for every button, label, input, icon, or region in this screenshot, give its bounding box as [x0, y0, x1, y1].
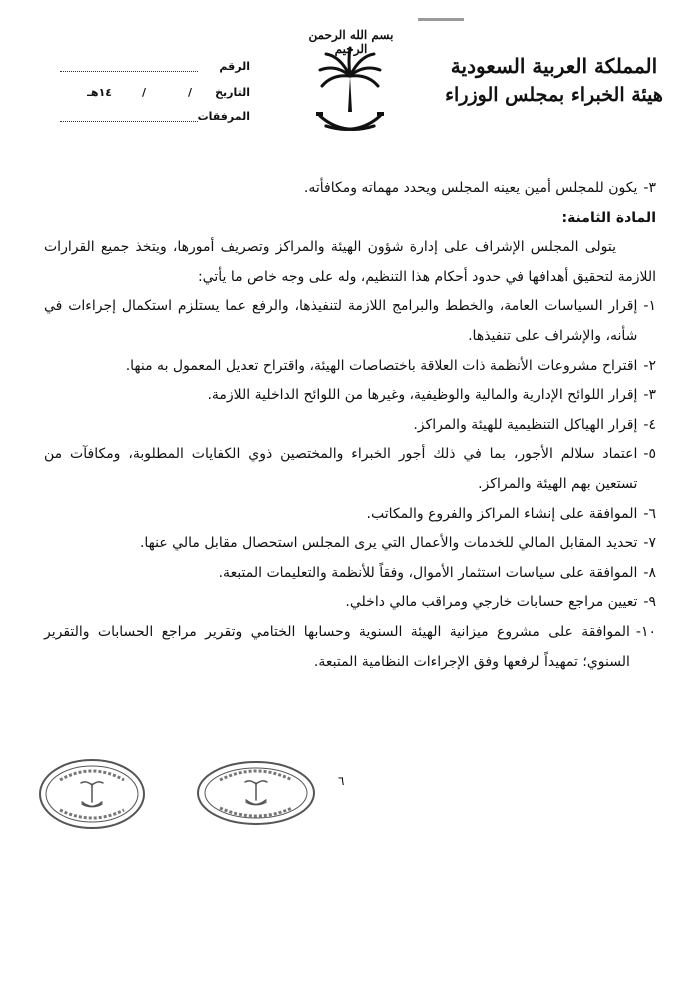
date-label: التاريخ: [215, 86, 250, 99]
list-item: [44, 352, 656, 382]
scan-mark: [418, 18, 464, 21]
item-text: الموافقة على مشروع ميزانية الهيئة السنوية وحسابها الختامي وتقرير مراجع الحسابات والتقرير السنوي؛ تمهيداً لرفعها وفق الإجراءات النظامية المتبعة.: [44, 623, 630, 670]
reference-dotted-line: [60, 71, 198, 72]
list-item: [44, 500, 656, 530]
list-item: [44, 588, 656, 618]
list-item: [44, 292, 656, 351]
item-number: ٢-: [643, 357, 656, 374]
article-intro: يتولى المجلس الإشراف على إدارة شؤون الهيئة والمراكز وتصريف أمورها، ويتخذ جميع القرارات اللازمة لتحقيق أهدافها في حدود أحكام هذا التنظيم، وله على وجه خاص ما يأتي:: [44, 239, 656, 285]
attachments-dotted-line: [60, 121, 198, 122]
item-text: تعيين مراجع حسابات خارجي ومراقب مالي داخلي.: [345, 594, 638, 611]
list-item: [44, 381, 656, 411]
item-text: اعتماد سلالم الأجور، بما في ذلك أجور الخبراء والمختصين ذوي الكفايات المطلوبة، ومكافآت من تستعين بهم الهيئة والمراكز.: [44, 446, 638, 492]
authority-title: هيئة الخبراء بمجلس الوزراء: [445, 84, 663, 106]
kingdom-title: المملكة العربية السعودية: [450, 54, 658, 78]
item-text: الموافقة على إنشاء المراكز والفروع والمكاتب.: [366, 505, 638, 522]
item-number: ٧-: [643, 535, 656, 552]
document-body: [44, 174, 656, 677]
list-item: [44, 529, 656, 559]
page-number: ٦: [338, 774, 345, 788]
item-number: ٩-: [643, 594, 656, 611]
clause-number: ٣-: [643, 180, 656, 196]
item-number: ٦-: [643, 505, 656, 522]
clause-text: يكون للمجلس أمين يعينه المجلس ويحدد مهماته ومكافأته.: [303, 180, 638, 196]
list-item: [44, 440, 656, 499]
saudi-emblem-icon: [312, 46, 388, 142]
item-text: الموافقة على سياسات استثمار الأموال، وفقاً للأنظمة والتعليمات المتبعة.: [218, 564, 638, 581]
list-item: [44, 411, 656, 441]
experts-commission-seal-icon: [196, 760, 316, 826]
item-number: ١-: [643, 298, 656, 315]
item-number: ٨-: [643, 564, 656, 581]
reference-number-field: [60, 60, 250, 78]
item-text: إقرار السياسات العامة، والخطط والبرامج اللازمة لتنفيذها، والرفع عما يستلزم استكمال إجراءات في شأنه، والإشراف على تنفيذها.: [44, 298, 638, 344]
basmala: بسم الله الرحمن الرحيم: [308, 28, 394, 56]
article-heading: المادة الثامنة:: [561, 209, 656, 226]
item-number: ٣-: [643, 387, 656, 404]
attachments-field: [60, 110, 250, 128]
item-number: ٥-: [643, 446, 656, 463]
date-field: [60, 86, 250, 104]
list-item: [44, 618, 656, 677]
item-text: إقرار اللوائح الإدارية والمالية والوظيفية، وغيرها من اللوائح الداخلية اللازمة.: [207, 387, 638, 404]
attachments-label: المرفقات: [197, 110, 250, 123]
item-text: تحديد المقابل المالي للخدمات والأعمال التي يرى المجلس استحصال مقابل مالي عنها.: [139, 535, 638, 552]
item-text: إقرار الهياكل التنظيمية للهيئة والمراكز.: [413, 416, 638, 433]
date-hijri-suffix: ١٤هـ: [87, 86, 112, 99]
list-item: [44, 559, 656, 589]
general-secretariat-seal-icon: [38, 758, 146, 830]
clause-3: [44, 174, 656, 204]
item-text: اقتراح مشروعات الأنظمة ذات العلاقة باختصاصات الهيئة، واقتراح تعديل المعمول به منها.: [125, 357, 638, 374]
reference-label: الرقم: [219, 60, 250, 73]
date-separator: /: [187, 86, 192, 99]
item-number: ١٠-: [635, 623, 656, 640]
date-separator: /: [141, 86, 146, 99]
item-number: ٤-: [643, 416, 656, 433]
